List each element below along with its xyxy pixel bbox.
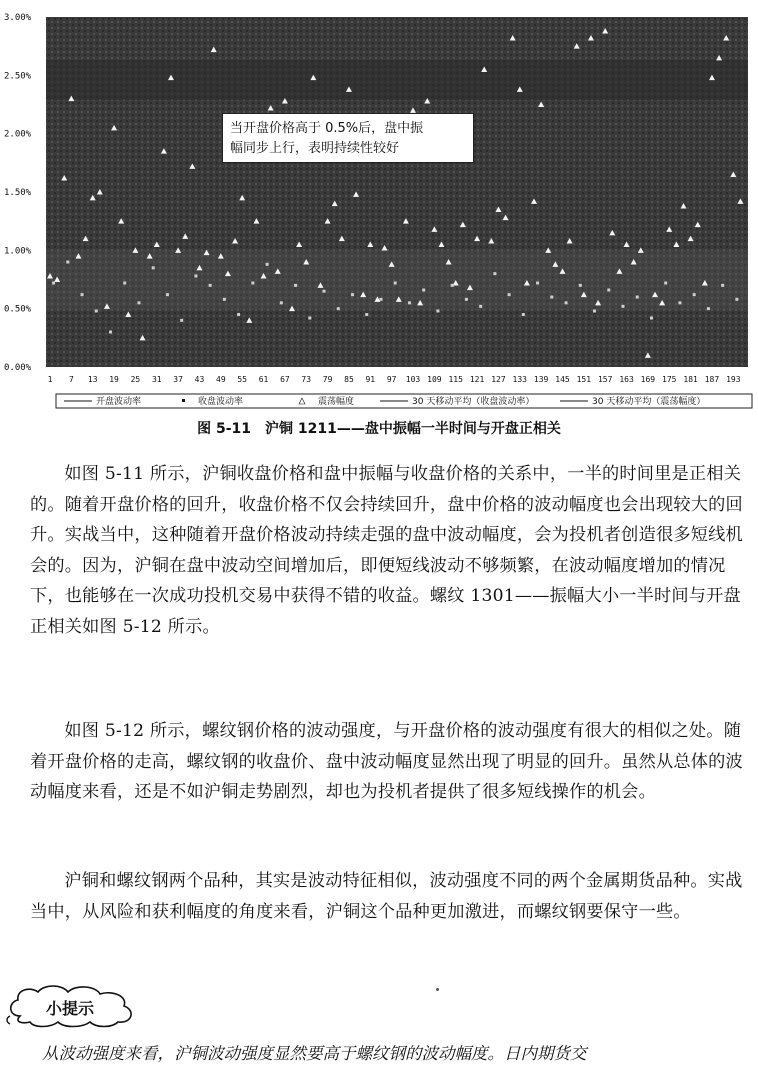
close-volatility-point — [735, 298, 738, 301]
x-tick-label: 133 — [512, 375, 528, 384]
tip-text: 从波动强度来看，沪铜波动强度显然要高于螺纹钢的波动幅度。日内期货交 — [42, 1044, 587, 1063]
close-volatility-point — [579, 284, 582, 287]
close-volatility-point — [678, 301, 681, 304]
x-tick-label: 157 — [597, 375, 613, 384]
close-volatility-point — [422, 289, 425, 292]
legend-label: 30 天移动平均（收盘波动率） — [412, 397, 535, 407]
x-tick-label: 7 — [68, 375, 74, 384]
x-tick-label: 109 — [427, 375, 442, 384]
legend-label: 震荡幅度 — [318, 397, 355, 407]
close-volatility-point — [180, 319, 183, 322]
close-volatility-point — [123, 282, 126, 285]
x-tick-label: 169 — [640, 375, 656, 384]
close-volatility-point — [650, 317, 653, 320]
x-tick-label: 175 — [662, 375, 677, 384]
x-tick-label: 55 — [237, 375, 248, 384]
y-tick-label: 3.00% — [4, 13, 32, 23]
close-volatility-point — [337, 307, 340, 310]
x-tick-label: 13 — [87, 375, 98, 384]
close-volatility-point — [493, 272, 496, 275]
close-volatility-point — [394, 282, 397, 285]
close-volatility-point — [379, 298, 382, 301]
close-volatility-point — [479, 305, 482, 308]
x-tick-label: 37 — [173, 375, 183, 384]
close-volatility-point — [721, 284, 724, 287]
x-tick-label: 139 — [533, 375, 549, 384]
legend-label: 30 天移动平均（震荡幅度） — [592, 397, 706, 407]
plot-band-1 — [46, 60, 748, 100]
close-volatility-point — [308, 317, 311, 320]
close-volatility-point — [621, 305, 624, 308]
x-tick-label: 181 — [683, 375, 698, 384]
x-tick-label: 49 — [216, 375, 226, 384]
x-tick-label: 73 — [301, 375, 312, 384]
tip-label: 小提示 — [46, 999, 95, 1018]
y-tick-label: 0.50% — [4, 304, 32, 315]
close-volatility-point — [664, 282, 667, 285]
close-volatility-point — [66, 261, 69, 264]
close-volatility-point — [593, 310, 596, 313]
legend-label: 收盘波动率 — [198, 397, 244, 407]
x-tick-label: 187 — [704, 375, 720, 384]
close-volatility-point — [237, 313, 240, 316]
legend-marker — [182, 399, 185, 402]
close-volatility-point — [693, 293, 696, 296]
paragraph-3: 沪铜和螺纹钢两个品种，其实是波动特征相似，波动强度不同的两个金属期货品种。实战当中，从风险和获利幅度的角度来看，沪铜这个品种更加激进，而螺纹钢要保守一些。 — [30, 871, 743, 922]
close-volatility-point — [522, 313, 525, 316]
close-volatility-point — [323, 290, 326, 293]
close-volatility-point — [636, 296, 639, 299]
x-tick-label: 151 — [576, 375, 592, 384]
x-tick-label: 25 — [130, 375, 141, 384]
y-tick-label: 1.00% — [4, 246, 32, 257]
x-tick-label: 1 — [47, 375, 53, 384]
close-volatility-point — [294, 284, 297, 287]
close-volatility-point — [109, 331, 112, 334]
close-volatility-point — [209, 284, 212, 287]
x-tick-label: 103 — [405, 375, 421, 384]
y-tick-label: 2.00% — [4, 129, 32, 140]
x-tick-label: 145 — [555, 375, 570, 384]
x-tick-label: 19 — [109, 375, 119, 384]
y-tick-label: 0.00% — [4, 363, 32, 373]
close-volatility-point — [52, 282, 55, 285]
stray-dot — [436, 988, 439, 991]
x-tick-label: 67 — [280, 375, 290, 384]
scatter-chart — [0, 0, 758, 412]
close-volatility-point — [166, 293, 169, 296]
x-tick-label: 85 — [344, 375, 354, 384]
y-tick-label: 2.50% — [4, 71, 32, 82]
figure-caption: 图 5-11 沪铜 1211——盘中振幅一半时间与开盘正相关 — [197, 421, 561, 437]
close-volatility-point — [251, 282, 254, 285]
close-volatility-point — [81, 293, 84, 296]
x-tick-label: 127 — [491, 375, 506, 384]
close-volatility-point — [266, 263, 269, 266]
close-volatility-point — [408, 301, 411, 304]
close-volatility-point — [565, 301, 568, 304]
close-volatility-point — [550, 296, 553, 299]
close-volatility-point — [152, 266, 155, 269]
x-tick-label: 121 — [469, 375, 485, 384]
paragraph-1: 如图 5-11 所示，沪铜收盘价格和盘中振幅与收盘价格的关系中，一半的时间里是正相关的。随着开盘价格的回升，收盘价格不仅会持续回升，盘中价格的波动幅度也会出现较大的回升。实战当中，这种随着开盘价格波动持续走强的盘中波动幅度，会为投机者创造很多短线机会的。因为，沪铜在盘中波动空间增加后，即便短线波动不够频繁，在波动幅度增加的情况下，也能够在一次成功投机交易中获得不错的收益。螺纹 1301——振幅大小一半时间与开盘正相关如图 5-12 所示。 — [30, 464, 743, 637]
callout-line-1: 当开盘价格高于 0.5%后，盘中振 — [230, 121, 424, 136]
close-volatility-point — [607, 289, 610, 292]
x-tick-label: 43 — [194, 375, 205, 384]
x-tick-label: 115 — [448, 375, 463, 384]
paragraph-2: 如图 5-12 所示，螺纹钢价格的波动强度，与开盘价格的波动强度有很大的相似之处。随着开盘价格的走高，螺纹钢的收盘价、盘中波动幅度显然出现了明显的回升。虽然从总体的波动幅度来看，还是不如沪铜走势剧烈，却也为投机者提供了很多短线操作的机会。 — [30, 721, 743, 803]
close-volatility-point — [536, 282, 539, 285]
close-volatility-point — [465, 298, 468, 301]
x-tick-label: 163 — [619, 375, 634, 384]
close-volatility-point — [95, 310, 98, 313]
close-volatility-point — [351, 293, 354, 296]
close-volatility-point — [223, 298, 226, 301]
close-volatility-point — [365, 313, 368, 316]
callout-line-2: 幅同步上行，表明持续性较好 — [230, 141, 400, 156]
x-tick-label: 193 — [726, 375, 741, 384]
x-tick-label: 61 — [258, 375, 269, 384]
close-volatility-point — [508, 293, 511, 296]
y-tick-label: 1.50% — [4, 188, 32, 198]
close-volatility-point — [280, 301, 283, 304]
figure-5-11 — [0, 0, 758, 412]
x-tick-label: 91 — [365, 375, 376, 384]
x-tick-label: 31 — [151, 375, 162, 384]
x-tick-label: 79 — [322, 375, 333, 384]
close-volatility-point — [194, 275, 197, 278]
chart-callout — [222, 113, 474, 163]
x-tick-label: 97 — [386, 375, 397, 384]
close-volatility-point — [137, 301, 140, 304]
legend-label: 开盘波动率 — [96, 397, 142, 407]
close-volatility-point — [451, 284, 454, 287]
close-volatility-point — [707, 307, 710, 310]
close-volatility-point — [436, 310, 439, 313]
